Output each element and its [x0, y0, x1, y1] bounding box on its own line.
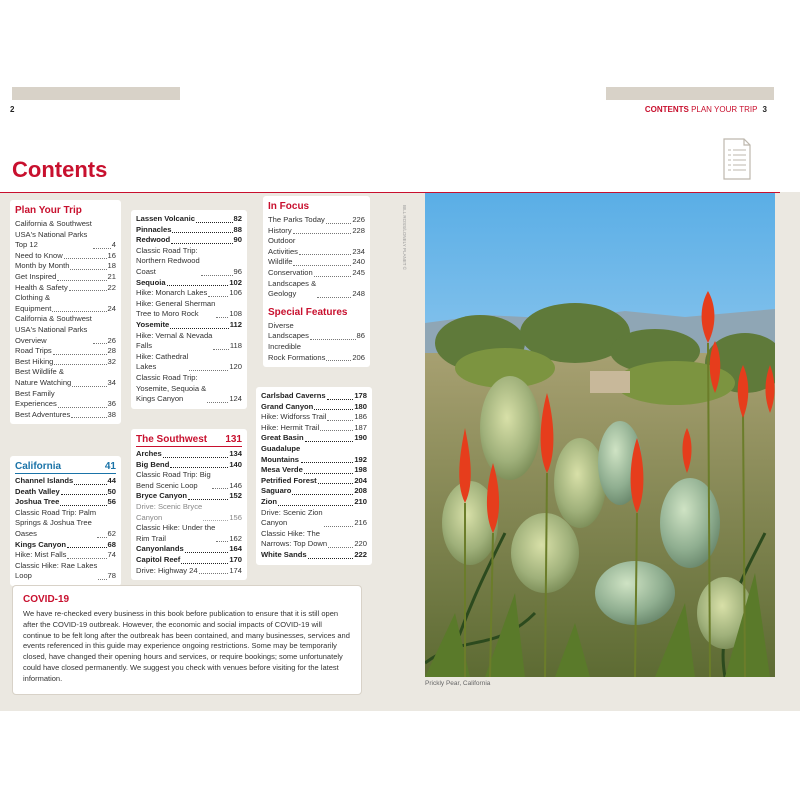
column2-box	[131, 210, 247, 409]
in-focus-box	[263, 196, 370, 367]
toc-entry	[136, 320, 242, 331]
toc-entry-page: 86	[356, 331, 365, 341]
toc-entry-leader	[71, 417, 106, 418]
running-header-section: CONTENTS	[644, 105, 689, 114]
left-page-number: 2	[10, 105, 15, 114]
toc-entry-page: 24	[107, 303, 116, 313]
toc-entry-page: 187	[354, 422, 367, 432]
toc-entry-page: 21	[107, 271, 116, 281]
toc-entry-page: 180	[354, 401, 367, 411]
toc-entry	[261, 529, 367, 550]
toc-entry-label: Drive: Scenic Zion Canyon	[261, 507, 323, 528]
toc-entry-label: Outdoor Activities	[268, 236, 298, 256]
plan-your-trip-box	[10, 200, 121, 424]
toc-entry-page: 170	[229, 554, 242, 564]
toc-entry	[136, 373, 242, 405]
toc-entry-label: Capitol Reef	[136, 554, 181, 564]
toc-entry-label: Grand Canyon	[261, 401, 314, 411]
toc-entry	[261, 550, 367, 561]
toc-entry-leader	[324, 526, 354, 527]
toc-entry-leader	[196, 222, 233, 223]
california-heading-label: California	[15, 461, 62, 472]
toc-entry-page: 22	[107, 282, 116, 292]
toc-entry-label: Best Family Experiences	[15, 388, 57, 409]
toc-entry-leader	[299, 254, 351, 255]
toc-entry-page: 50	[107, 486, 116, 496]
special-features-list	[268, 321, 365, 363]
toc-entry-page: 216	[354, 518, 367, 528]
toc-entry-label: Arches	[136, 449, 162, 458]
toc-entry	[261, 476, 367, 487]
toc-entry-leader	[293, 265, 351, 266]
toc-entry-page: 4	[111, 240, 116, 250]
toc-entry-label: Hike: General Sherman Tree to Moro Rock	[136, 298, 216, 319]
toc-entry	[136, 502, 242, 523]
toc-entry-label: Guadalupe Mountains	[261, 443, 301, 464]
toc-entry-leader	[199, 573, 229, 574]
toc-entry	[15, 293, 116, 314]
toc-entry-page: 32	[107, 356, 116, 366]
toc-entry-leader	[320, 430, 353, 431]
toc-entry-leader	[308, 558, 354, 559]
toc-entry-leader	[67, 547, 106, 548]
toc-entry	[136, 331, 242, 352]
california-box	[10, 456, 121, 586]
toc-entry	[136, 555, 242, 566]
toc-entry-leader	[327, 420, 353, 421]
toc-entry-page: 156	[229, 512, 242, 522]
toc-entry-page: 68	[107, 539, 116, 549]
toc-entry-leader	[278, 505, 353, 506]
toc-entry	[268, 321, 365, 342]
toc-entry-label: Classic Hike: The Narrows: Top Down	[261, 528, 328, 549]
toc-entry-page: 245	[352, 267, 365, 277]
toc-entry	[136, 470, 242, 491]
toc-entry-page: 164	[229, 544, 242, 554]
toc-entry-label: Great Basin	[261, 433, 304, 443]
toc-entry-page: 108	[229, 309, 242, 319]
toc-entry-leader	[93, 248, 111, 249]
in-focus-heading: In Focus	[268, 201, 310, 212]
toc-entry-page: 120	[229, 362, 242, 372]
california-heading	[15, 460, 116, 474]
toc-entry	[136, 491, 242, 502]
toc-entry-page: 186	[354, 412, 367, 422]
toc-entry	[261, 508, 367, 529]
toc-entry-page: 248	[352, 289, 365, 299]
toc-entry-label: Clothing & Equipment	[15, 293, 52, 313]
toc-entry-label: Hike: Vernal & Nevada Falls	[136, 330, 213, 351]
toc-entry	[261, 486, 367, 497]
toc-entry-label: Incredible Rock Formations	[268, 341, 326, 362]
toc-entry-label: Get Inspired	[15, 271, 57, 281]
toc-entry-page: 134	[229, 449, 242, 458]
toc-entry-label: Kings Canyon	[15, 539, 67, 549]
toc-entry-label: Wildlife	[268, 257, 293, 267]
photo-credit: BILL ROSS/LONELY PLANET ©	[402, 205, 407, 270]
toc-entry-page: 234	[352, 246, 365, 256]
toc-entry	[15, 550, 116, 561]
toc-entry-leader	[293, 233, 352, 234]
running-header	[645, 105, 767, 114]
toc-entry-leader	[52, 311, 106, 312]
toc-entry	[15, 389, 116, 410]
toc-entry-leader	[185, 552, 229, 553]
toc-entry-label: The Parks Today	[268, 215, 325, 224]
toc-entry-page: 174	[229, 565, 242, 575]
toc-entry-label: Saguaro	[261, 486, 292, 496]
toc-entry-page: 228	[352, 225, 365, 235]
toc-entry-page: 178	[354, 391, 367, 400]
toc-entry-leader	[72, 386, 106, 387]
toc-entry	[15, 540, 116, 551]
plan-your-trip-heading: Plan Your Trip	[15, 205, 82, 216]
toc-entry-page: 118	[229, 341, 242, 351]
toc-entry-leader	[327, 399, 354, 400]
plan-your-trip-list	[15, 219, 116, 420]
toc-entry-label: Classic Road Trip: Northern Redwood Coast	[136, 245, 200, 276]
document-list-icon	[722, 138, 752, 180]
toc-entry-label: Death Valley	[15, 486, 60, 496]
toc-entry	[136, 246, 242, 278]
toc-entry-leader	[74, 484, 106, 485]
toc-entry-leader	[326, 360, 351, 361]
toc-entry-label: Classic Road Trip: Big Bend Scenic Loop	[136, 470, 211, 490]
toc-entry	[15, 410, 116, 421]
toc-entry	[15, 357, 116, 368]
toc-entry-page: 36	[107, 399, 116, 409]
toc-entry-leader	[58, 407, 107, 408]
toc-entry	[15, 219, 116, 251]
right-page-number: 3	[762, 105, 767, 114]
toc-entry-leader	[212, 488, 229, 489]
toc-entry-leader	[216, 541, 228, 542]
toc-entry-label: Best Adventures	[15, 409, 71, 419]
toc-entry-leader	[67, 558, 106, 559]
toc-entry-page: 206	[352, 352, 365, 362]
toc-entry-page: 82	[233, 214, 242, 223]
toc-entry-leader	[57, 280, 106, 281]
toc-entry	[136, 523, 242, 544]
toc-entry-page: 56	[107, 497, 116, 507]
toc-entry-page: 192	[354, 454, 367, 464]
toc-entry-leader	[170, 467, 228, 468]
toc-entry-label: Hike: Cathedral Lakes	[136, 351, 189, 372]
toc-entry-label: California & Southwest USA's National Parks Overview	[15, 314, 92, 345]
toc-entry	[136, 299, 242, 320]
toc-entry-leader	[93, 343, 107, 344]
toc-entry-label: Carlsbad Caverns	[261, 391, 326, 400]
toc-entry-leader	[318, 483, 354, 484]
toc-entry-label: Mesa Verde	[261, 465, 303, 475]
toc-entry-leader	[61, 494, 107, 495]
southwest-heading-page: 131	[225, 434, 242, 445]
toc-entry	[15, 497, 116, 508]
toc-entry-label: Drive: Highway 24	[136, 565, 198, 575]
toc-entry-label: Sequoia	[136, 277, 166, 287]
toc-entry-leader	[70, 269, 106, 270]
covid-body: We have re-checked every business in this book before publication to ensure that it is still open after the COVID-19 outbreak. However, the economic and social impacts of COVID-19 will continue to be felt long after the outbreak has been contained, and many businesses, services and events referenced in this guide may experience ongoing restrictions. Some may be temporarily closed, have changed their opening hours and services, or require bookings; some unfortunately could have closed permanently. We suggest you check with venues before visiting for the latest information.	[23, 609, 350, 683]
toc-entry	[136, 235, 242, 246]
toc-entry-page: 140	[229, 459, 242, 469]
toc-entry-label: Hike: Monarch Lakes	[136, 288, 208, 298]
toc-entry	[136, 225, 242, 236]
toc-entry-page: 26	[107, 335, 116, 345]
toc-entry-leader	[171, 243, 232, 244]
toc-entry-page: 162	[229, 533, 242, 543]
toc-entry-label: Health & Safety	[15, 282, 68, 292]
toc-entry-page: 204	[354, 475, 367, 485]
toc-entry	[15, 251, 116, 262]
toc-entry	[268, 279, 365, 300]
toc-entry-leader	[189, 370, 228, 371]
toc-entry-label: Road Trips	[15, 346, 52, 356]
toc-entry	[15, 561, 116, 582]
toc-entry	[15, 346, 116, 357]
toc-entry-label: Lassen Volcanic	[136, 214, 195, 223]
page-title: Contents	[12, 157, 108, 182]
toc-entry	[136, 566, 242, 577]
toc-entry-leader	[208, 296, 228, 297]
toc-entry-leader	[64, 258, 107, 259]
toc-entry-leader	[314, 409, 353, 410]
toc-entry-leader	[292, 494, 353, 495]
toc-entry-page: 112	[229, 319, 242, 329]
toc-entry-leader	[167, 285, 229, 286]
toc-entry	[268, 226, 365, 237]
toc-entry-page: 74	[107, 550, 116, 560]
southwest-box	[131, 429, 247, 580]
toc-entry-page: 34	[107, 377, 116, 387]
california-list	[15, 476, 116, 582]
toc-entry-page: 38	[107, 409, 116, 419]
southwest-list	[136, 449, 242, 576]
toc-entry	[15, 272, 116, 283]
toc-entry	[261, 444, 367, 465]
toc-entry-label: Best Hiking	[15, 356, 54, 366]
toc-entry	[15, 283, 116, 294]
toc-entry-label: Need to Know	[15, 250, 63, 260]
toc-entry-leader	[314, 276, 352, 277]
toc-entry-page: 96	[233, 266, 242, 276]
toc-entry	[261, 402, 367, 413]
toc-entry-leader	[163, 457, 229, 458]
toc-entry-page: 62	[107, 528, 116, 538]
in-focus-list	[268, 215, 365, 300]
toc-entry-page: 198	[354, 465, 367, 475]
toc-entry	[268, 257, 365, 268]
toc-entry	[136, 544, 242, 555]
photo-caption: Prickly Pear, California	[425, 680, 491, 687]
toc-entry-leader	[203, 520, 228, 521]
toc-entry	[136, 449, 242, 460]
column3-parks-box	[256, 387, 372, 565]
toc-entry-page: 152	[229, 491, 242, 501]
prickly-pear-photo	[425, 193, 775, 677]
toc-entry-label: Pinnacles	[136, 224, 172, 234]
toc-entry-page: 28	[107, 346, 116, 356]
toc-entry-page: 222	[354, 549, 367, 559]
toc-entry	[136, 288, 242, 299]
toc-entry-label: Drive: Scenic Bryce Canyon	[136, 501, 203, 522]
toc-entry	[136, 278, 242, 289]
toc-entry	[268, 268, 365, 279]
toc-entry-page: 190	[354, 433, 367, 443]
toc-entry-leader	[207, 402, 228, 403]
toc-entry-leader	[216, 317, 228, 318]
running-header-subsection: PLAN YOUR TRIP	[691, 105, 758, 114]
toc-entry-label: Diverse Landscapes	[268, 320, 309, 341]
toc-entry	[268, 236, 365, 257]
toc-entry-page: 88	[233, 224, 242, 234]
toc-entry-label: Zion	[261, 496, 278, 506]
toc-entry	[15, 508, 116, 540]
toc-entry	[268, 215, 365, 226]
toc-entry-label: Yosemite	[136, 319, 170, 329]
toc-entry-leader	[54, 364, 106, 365]
toc-entry-leader	[60, 505, 106, 506]
toc-entry	[136, 352, 242, 373]
toc-entry-leader	[201, 275, 233, 276]
toc-entry-leader	[310, 339, 356, 340]
toc-entry	[261, 391, 367, 402]
toc-entry-leader	[97, 537, 107, 538]
covid-heading: COVID-19	[23, 594, 70, 605]
toc-entry	[261, 465, 367, 476]
toc-entry	[136, 214, 242, 225]
toc-entry	[268, 342, 365, 363]
toc-entry-page: 208	[354, 486, 367, 496]
special-features-heading: Special Features	[268, 306, 348, 318]
toc-entry-label: Conservation	[268, 267, 313, 277]
toc-entry-leader	[304, 473, 354, 474]
toc-entry	[15, 261, 116, 272]
toc-entry	[261, 497, 367, 508]
toc-entry-leader	[69, 290, 107, 291]
toc-entry	[15, 476, 116, 487]
toc-entry-label: Landscapes & Geology	[268, 278, 317, 299]
toc-entry-page: 124	[229, 394, 242, 404]
toc-entry-leader	[213, 349, 228, 350]
toc-entry-leader	[317, 297, 351, 298]
toc-entry-label: Joshua Tree	[15, 497, 60, 507]
toc-entry-label: Hike: Hermit Trail	[261, 422, 320, 432]
toc-entry-leader	[305, 441, 354, 442]
toc-entry-label: Classic Road Trip: Palm Springs & Joshua Tree Oases	[15, 507, 97, 538]
toc-entry-leader	[188, 499, 228, 500]
toc-entry-label: Classic Road Trip: Yosemite, Sequoia & Kings Canyon	[136, 372, 207, 404]
toc-entry-leader	[53, 354, 107, 355]
toc-entry-label: Classic Hike: Rae Lakes Loop	[15, 560, 98, 581]
southwest-heading	[136, 433, 242, 447]
toc-entry-leader	[326, 223, 351, 224]
toc-entry-label: Canyonlands	[136, 544, 184, 554]
toc-entry-label: Classic Hike: Under the Rim Trail	[136, 523, 216, 543]
toc-entry	[261, 433, 367, 444]
toc-entry	[15, 314, 116, 346]
toc-entry-leader	[301, 462, 353, 463]
toc-entry-leader	[172, 232, 232, 233]
covid-notice	[12, 585, 362, 695]
toc-entry-page: 90	[233, 235, 242, 245]
toc-entry-page: 220	[354, 539, 367, 549]
toc-entry-page: 226	[352, 215, 365, 224]
toc-entry-page: 106	[229, 288, 242, 298]
toc-entry-leader	[181, 563, 228, 564]
toc-entry-label: Hike: Mist Falls	[15, 550, 67, 560]
california-heading-page: 41	[104, 461, 116, 472]
toc-entry-label: Redwood	[136, 235, 171, 245]
toc-entry-label: Channel Islands	[15, 476, 74, 485]
toc-entry-leader	[98, 579, 106, 580]
toc-entry-label: White Sands	[261, 549, 307, 559]
toc-entry-page: 18	[107, 261, 116, 271]
toc-entry-page: 16	[107, 250, 116, 260]
column2-list	[136, 214, 242, 405]
toc-entry-leader	[170, 328, 229, 329]
top-bar-left	[12, 87, 180, 100]
toc-entry-page: 102	[229, 277, 242, 287]
toc-entry-label: California & Southwest USA's National Parks Top 12	[15, 219, 92, 250]
toc-entry-label: Month by Month	[15, 261, 70, 271]
toc-entry	[261, 412, 367, 423]
toc-entry-label: Best Wildlife & Nature Watching	[15, 367, 72, 387]
toc-entry-page: 240	[352, 257, 365, 267]
toc-entry-label: Bryce Canyon	[136, 491, 188, 501]
southwest-heading-label: The Southwest	[136, 434, 208, 445]
toc-entry	[261, 423, 367, 434]
toc-entry-page: 146	[229, 480, 242, 490]
top-bar-right	[606, 87, 774, 100]
toc-entry	[15, 367, 116, 388]
toc-entry-label: Hike: Widforss Trail	[261, 412, 327, 422]
toc-entry-label: Petrified Forest	[261, 475, 317, 485]
toc-entry	[136, 460, 242, 471]
toc-entry-page: 210	[354, 496, 367, 506]
toc-entry-label: Big Bend	[136, 459, 170, 469]
toc-entry-page: 44	[107, 476, 116, 485]
toc-entry-page: 78	[107, 571, 116, 581]
toc-entry	[15, 487, 116, 498]
toc-entry-label: History	[268, 225, 292, 235]
toc-entry-leader	[328, 547, 353, 548]
column3-parks-list	[261, 391, 367, 561]
